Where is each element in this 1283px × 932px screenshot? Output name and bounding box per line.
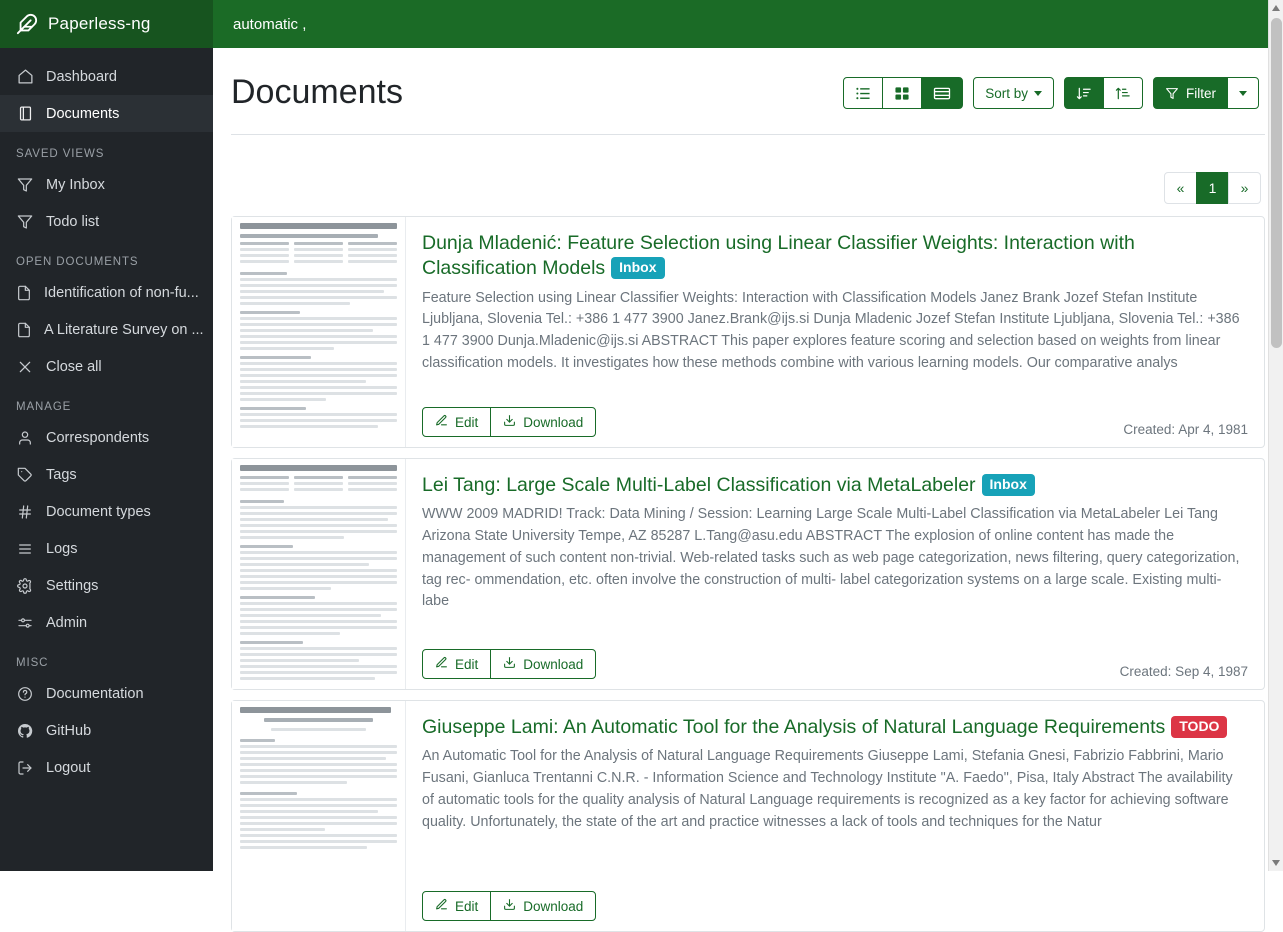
- sidebar-item-close-all[interactable]: [0, 348, 213, 385]
- document-title[interactable]: [422, 231, 1248, 282]
- sidebar-item-label: GitHub: [46, 722, 92, 739]
- document-card-body: [406, 701, 1264, 931]
- search-input[interactable]: [231, 15, 651, 34]
- download-label: Download: [523, 898, 584, 914]
- search-bar[interactable]: [213, 0, 1270, 48]
- document-title-text: Lei Tang: Large Scale Multi-Label Classification via MetaLabeler: [422, 474, 976, 496]
- sort-by-dropdown[interactable]: [973, 77, 1054, 109]
- sidebar-item-label: Admin: [46, 614, 88, 631]
- list-icon: [16, 540, 34, 558]
- sidebar-item-document-types[interactable]: [0, 493, 213, 530]
- sidebar-item-label: Todo list: [46, 213, 100, 230]
- funnel-icon: [1165, 87, 1179, 100]
- document-title-text: Dunja Mladenić: Feature Selection using Linear Classifier Weights: Interaction with Classification Models: [422, 232, 1135, 280]
- pagination: [1164, 172, 1261, 204]
- sidebar-section-open-documents: OPEN DOCUMENTS: [16, 256, 139, 268]
- filter-dropdown-toggle[interactable]: [1227, 77, 1259, 109]
- edit-label: Edit: [455, 898, 479, 914]
- tag-icon: [16, 466, 34, 484]
- document-card-body: [406, 217, 1264, 447]
- pagination-prev[interactable]: «: [1164, 172, 1197, 204]
- document-title-text: Giuseppe Lami: An Automatic Tool for the Analysis of Natural Language Requirements: [422, 716, 1166, 738]
- sort-ascending-icon: [1115, 86, 1131, 101]
- list-view-button[interactable]: [843, 77, 883, 109]
- sidebar-item-documentation[interactable]: [0, 675, 213, 712]
- gear-icon: [16, 577, 34, 595]
- document-excerpt: Feature Selection using Linear Classifier Weights: Interaction with Classification Models Janez Brank Jozef Stefan Institute Ljubljana, Slovenia Tel.: +386 1 477 3900 Janez.Brank@ijs.si Dunja Mladenic Jozef Stefan Institute Ljubljana, Slovenia Tel.: +386 1 477 3900 Dunja.Mladenic@ijs.si ABSTRACT This paper explores feature scoring and selection based on weights from linear classification models. It investigates how these methods combine with various learning models. Our comparative analys: [422, 289, 1240, 371]
- sidebar-item-admin[interactable]: [0, 604, 213, 641]
- sidebar-item-label: Settings: [46, 577, 99, 594]
- funnel-icon: [16, 213, 34, 231]
- document-thumbnail[interactable]: [232, 217, 406, 447]
- sidebar-section-manage: MANAGE: [16, 401, 72, 413]
- document-tag[interactable]: Inbox: [611, 257, 664, 279]
- edit-label: Edit: [455, 656, 479, 672]
- funnel-icon: [16, 176, 34, 194]
- filter-group: [1153, 77, 1259, 109]
- sidebar-item-label: Dashboard: [46, 68, 117, 85]
- document-actions: [422, 407, 596, 437]
- sidebar-item-github[interactable]: [0, 712, 213, 749]
- edit-label: Edit: [455, 414, 479, 430]
- brand-name: Paperless-ng: [48, 14, 151, 33]
- dashboard-icon: [16, 68, 34, 86]
- document-thumbnail[interactable]: [232, 459, 406, 689]
- download-icon: [503, 898, 516, 914]
- vertical-scrollbar[interactable]: [1268, 0, 1283, 871]
- header-divider: [231, 134, 1265, 135]
- pencil-icon: [435, 898, 448, 914]
- sidebar-item-open-doc-2[interactable]: [0, 311, 213, 348]
- sidebar-item-label: Identification of non-fu...: [44, 284, 199, 301]
- edit-button[interactable]: [422, 649, 491, 679]
- page-header: [213, 48, 1283, 120]
- pagination-next[interactable]: »: [1228, 172, 1261, 204]
- download-button[interactable]: [490, 649, 596, 679]
- sort-direction-group: [1064, 77, 1143, 109]
- sort-descending-button[interactable]: [1064, 77, 1104, 109]
- details-view-button[interactable]: [921, 77, 963, 109]
- document-actions: [422, 649, 596, 679]
- header-toolbar: [843, 77, 1259, 109]
- download-button[interactable]: [490, 891, 596, 921]
- thumbnail-page-preview: [232, 217, 405, 447]
- documents-list: [213, 158, 1283, 914]
- document-title[interactable]: [422, 473, 1248, 498]
- sliders-icon: [16, 614, 34, 632]
- scrollbar-thumb[interactable]: [1271, 18, 1282, 348]
- pagination-row: [231, 158, 1265, 216]
- edit-button[interactable]: [422, 407, 491, 437]
- document-tag[interactable]: Inbox: [982, 474, 1035, 496]
- download-label: Download: [523, 414, 584, 430]
- sidebar-section-misc: MISC: [16, 657, 49, 669]
- download-icon: [503, 656, 516, 672]
- document-thumbnail[interactable]: [232, 701, 406, 931]
- scroll-up-icon[interactable]: [1272, 5, 1280, 11]
- view-mode-group: [843, 77, 963, 109]
- sidebar-item-label: Close all: [46, 358, 102, 375]
- sidebar-item-label: Documents: [46, 105, 120, 122]
- download-icon: [503, 414, 516, 430]
- sidebar-item-my-inbox[interactable]: [0, 166, 213, 203]
- sidebar-item-label: A Literature Survey on ...: [44, 321, 204, 338]
- document-card[interactable]: [231, 216, 1265, 448]
- document-card-footer: [422, 395, 1248, 437]
- sidebar-item-label: Documentation: [46, 685, 144, 702]
- document-card[interactable]: [231, 458, 1265, 690]
- document-created-date: Created: Apr 4, 1981: [1123, 422, 1248, 437]
- document-excerpt: An Automatic Tool for the Analysis of Natural Language Requirements Giuseppe Lami, Stefania Gnesi, Fabrizio Fabbrini, Mario Fusani, Gianluca Trentanni C.N.R. - Information Science and Technology Institute "A. Faedo", Pisa, Italy Abstract The availability of automatic tools for the quality analysis of Natural Language requirements is recognized as a key factor for achieving software quality. Unfortunately, the state of the art and practice witnesses a lack of tools and techniques for the Natur: [422, 748, 1233, 830]
- sidebar-item-label: Logs: [46, 540, 78, 557]
- logout-icon: [16, 759, 34, 777]
- scroll-down-icon[interactable]: [1272, 860, 1280, 866]
- document-card[interactable]: [231, 700, 1265, 932]
- sidebar-item-logs[interactable]: [0, 530, 213, 567]
- feather-logo-icon: [16, 13, 38, 35]
- document-actions: [422, 891, 596, 921]
- sidebar-item-documents[interactable]: [0, 95, 213, 132]
- list-icon: [855, 86, 871, 101]
- sidebar-item-correspondents[interactable]: [0, 419, 213, 456]
- document-card-footer: [422, 879, 1248, 921]
- sidebar-item-label: Document types: [46, 503, 151, 520]
- sidebar-item-todo-list[interactable]: [0, 203, 213, 240]
- sidebar-item-logout[interactable]: [0, 749, 213, 786]
- document-tag[interactable]: TODO: [1171, 716, 1227, 738]
- sidebar-item-settings[interactable]: [0, 567, 213, 604]
- document-excerpt: WWW 2009 MADRID! Track: Data Mining / Session: Learning Large Scale Multi-Label Classification via MetaLabeler Lei Tang Arizona State University Tempe, AZ 85287 L.Tang@asu.edu ABSTRACT The explosion of online content has made the management of such content non-trivial. Web-related tasks such as web page categorization, news filtering, query categorization, tag rec- ommendation, etc. often involve the construction of multi- label categorization systems on a large scale. Existing multi-labe: [422, 506, 1240, 610]
- close-icon: [16, 358, 34, 376]
- pencil-icon: [435, 656, 448, 672]
- download-label: Download: [523, 656, 584, 672]
- sidebar: [0, 48, 213, 871]
- thumbnail-page-preview: [232, 459, 405, 689]
- document-card-footer: [422, 637, 1248, 679]
- github-icon: [16, 722, 34, 740]
- top-bar: [0, 0, 1283, 48]
- download-button[interactable]: [490, 407, 596, 437]
- chevron-down-icon: [1034, 91, 1042, 96]
- pencil-icon: [435, 414, 448, 430]
- file-text-icon: [16, 321, 32, 339]
- user-icon: [16, 429, 34, 447]
- hash-icon: [16, 503, 34, 521]
- edit-button[interactable]: [422, 891, 491, 921]
- chevron-down-icon: [1239, 91, 1247, 96]
- sidebar-item-open-doc-1[interactable]: [0, 274, 213, 311]
- filter-button[interactable]: [1153, 77, 1228, 109]
- main-content: [213, 48, 1283, 914]
- sort-descending-icon: [1076, 86, 1092, 101]
- document-created-date: Created: Sep 4, 1987: [1119, 664, 1248, 679]
- document-card-body: [406, 459, 1264, 689]
- sidebar-item-label: Logout: [46, 759, 91, 776]
- sort-ascending-button[interactable]: [1103, 77, 1143, 109]
- sidebar-item-dashboard[interactable]: [0, 58, 213, 95]
- document-title[interactable]: [422, 715, 1248, 740]
- sort-by-label: Sort by: [985, 85, 1028, 101]
- grid-view-button[interactable]: [882, 77, 922, 109]
- sidebar-item-tags[interactable]: [0, 456, 213, 493]
- brand[interactable]: [0, 0, 213, 48]
- sidebar-item-label: Tags: [46, 466, 77, 483]
- sidebar-section-saved-views: SAVED VIEWS: [16, 148, 105, 160]
- documents-icon: [16, 105, 34, 123]
- details-icon: [933, 86, 951, 101]
- filter-label: Filter: [1186, 85, 1216, 101]
- pagination-page-1[interactable]: 1: [1196, 172, 1229, 204]
- grid-icon: [894, 86, 910, 101]
- question-circle-icon: [16, 685, 34, 703]
- page-title: Documents: [231, 73, 403, 112]
- sidebar-item-label: My Inbox: [46, 176, 105, 193]
- thumbnail-page-preview: [232, 701, 405, 931]
- file-text-icon: [16, 284, 32, 302]
- sidebar-item-label: Correspondents: [46, 429, 150, 446]
- body: [0, 48, 1283, 914]
